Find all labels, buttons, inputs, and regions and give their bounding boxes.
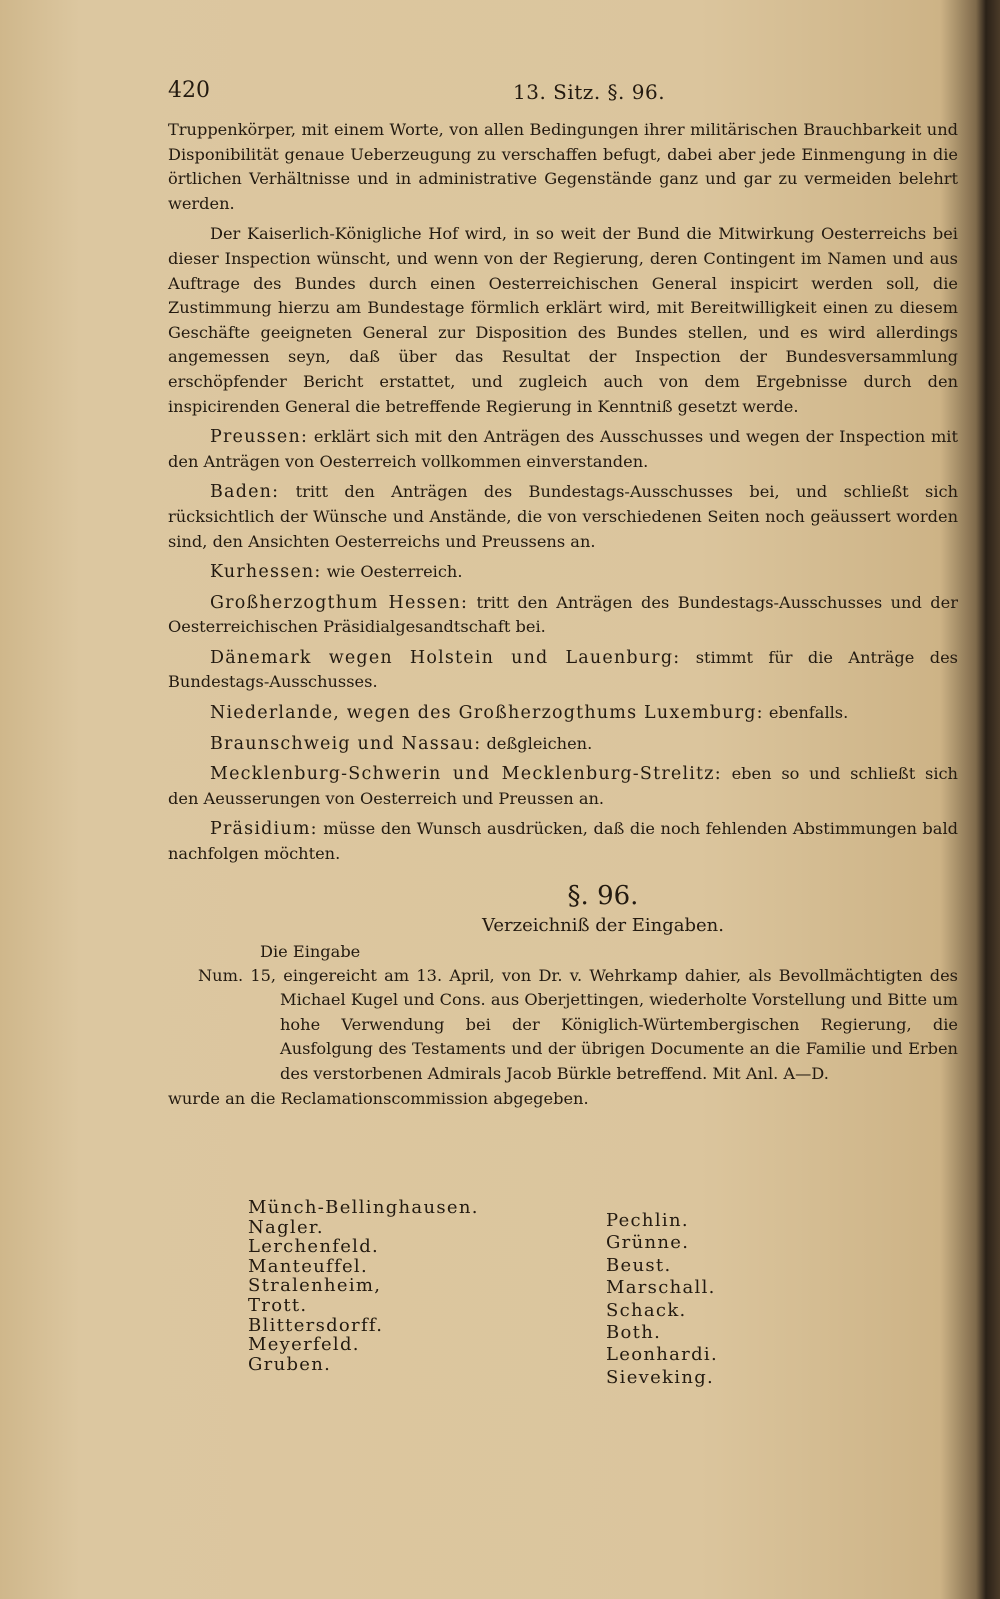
signatory-column-right — [606, 1210, 718, 1389]
signatory-name: Trott. — [248, 1294, 308, 1316]
speaker-name: Preussen: — [210, 427, 309, 448]
vote-praesidium — [168, 817, 958, 866]
speaker-name: Kurhessen: — [210, 562, 322, 583]
signatory-name: Meyerfeld. — [248, 1334, 360, 1356]
vote-text: erklärt sich mit den Anträgen des Ausschusses und wegen der Inspection mit den Anträgen von Oesterreich vollkommen einverstanden. — [168, 427, 958, 471]
vote-niederlande — [168, 701, 958, 726]
vote-text: wie Oesterreich. — [326, 562, 463, 582]
signatory-name: Nagler. — [248, 1216, 324, 1238]
vote-text: tritt den Anträgen des Bundestags-Ausschusses bei, und schließt sich rücksichtlich der Wünsche und Anstände, die von verschiedenen Seiten noch geäussert worden sind, den Ansichten Oesterreichs und Preussens an. — [168, 482, 959, 551]
section-title: Verzeichniß der Eingaben. — [482, 914, 724, 936]
signatory-name: Manteuffel. — [248, 1255, 368, 1277]
signatory-name: Blittersdorff. — [248, 1314, 384, 1336]
vote-text: eben so und schließt sich den Aeusserungen von Oesterreich und Preussen an. — [168, 764, 958, 808]
signatory-name: Marschall. — [606, 1277, 716, 1299]
signatory-name: Pechlin. — [606, 1210, 689, 1231]
eingabe-intro: Die Eingabe — [260, 941, 361, 961]
section-heading: §. 96. — [567, 880, 639, 911]
vote-text: stimmt für die Anträge des Bundestags-Ausschusses. — [168, 647, 958, 692]
paragraph-austria-court — [168, 222, 958, 419]
signatory-name: Sieveking. — [606, 1366, 715, 1388]
signatory-name: Lerchenfeld. — [248, 1236, 380, 1258]
signatory-name: Stralenheim, — [248, 1275, 382, 1297]
speaker-name: Braunschweig und Nassau: — [210, 733, 482, 754]
vote-baden — [168, 480, 958, 554]
vote-text: ebenfalls. — [768, 703, 849, 723]
signatory-name: Gruben. — [248, 1353, 332, 1375]
body-text — [168, 118, 958, 1111]
vote-text: deßgleichen. — [486, 733, 593, 753]
signatory-name: Beust. — [606, 1254, 672, 1276]
paragraph-text: Der Kaiserlich-Königliche Hof wird, in so weit der Bund die Mitwirkung Oesterreichs bei dieser Inspection wünscht, und wenn von der Regierung, deren Contingent im Namen und aus Auftrage des Bundes durch einen Oesterreichischen General inspicirt werden soll, die Zustimmung hierzu am Bundestage förmlich erklärt wird, mit Bereitwilligkeit einen zu diesem Geschäfte geeigneten General zur Disposition des Bundes stellen, und es wird allerdings angemessen seyn, daß über das Resultat der Inspection der Bundesversammlung erschöpfender Bericht erstattet, und zugleich auch von dem Ergebnisse durch den inspicirenden General die betreffende Regierung in Kenntniß gesetzt werde. — [168, 224, 958, 416]
signatory-column-left — [248, 1198, 479, 1374]
vote-braunschweig-nassau — [168, 732, 958, 757]
signatory-name: Both. — [606, 1322, 662, 1344]
speaker-name: Niederlande, wegen des Großherzogthums Luxemburg: — [210, 703, 764, 724]
petition-entry: Num. 15, eingereicht am 13. April, von Dr. v. Wehrkamp dahier, als Bevollmächtigten des Michael Kugel und Cons. aus Oberjettingen, wiederholte Vorstellung und Bitte um hohe Verwendung bei der Königlich-Würtembergischen Regierung, die Ausfolgung des Testaments und der übrigen Documente an die Familie und Erben des verstorbenen Admirals Jacob Bürkle betreffend. Mit Anl. A—D. — [198, 965, 958, 1083]
vote-text: müsse den Wunsch ausdrücken, daß die noch fehlenden Abstimmungen bald nachfolgen möchten. — [168, 819, 958, 864]
signatories — [248, 1198, 808, 1398]
vote-grossherzogthum-hessen — [168, 591, 958, 640]
petition-outcome: wurde an die Reclamationscommission abgegeben. — [168, 1088, 589, 1108]
paragraph-continuation — [168, 118, 958, 216]
running-section-ref: 13. Sitz. §. 96. — [513, 80, 666, 104]
speaker-name: Mecklenburg-Schwerin und Mecklenburg-Strelitz: — [210, 764, 722, 785]
speaker-name: Dänemark wegen Holstein und Lauenburg: — [210, 647, 681, 668]
signatory-name: Schack. — [606, 1299, 687, 1321]
signatory-name: Grünne. — [606, 1232, 690, 1254]
page-number: 420 — [168, 78, 210, 103]
speaker-name: Baden: — [210, 482, 280, 503]
speaker-name: Präsidium: — [210, 819, 318, 840]
running-head — [168, 78, 958, 108]
vote-kurhessen — [168, 560, 958, 585]
vote-daenemark — [168, 646, 958, 695]
vote-preussen — [168, 425, 958, 474]
signatory-name: Münch-Bellinghausen. — [248, 1197, 479, 1218]
vote-mecklenburg — [168, 762, 958, 811]
paragraph-text: Truppenkörper, mit einem Worte, von allen Bedingungen ihrer militärischen Brauchbarkeit und Disponibilität genaue Ueberzeugung zu verschaffen befugt, dabei aber jede Einmengung in die örtlichen Verhältnisse und in administrative Gegenstände ganz und gar zu vermeiden belehrt werden. — [168, 120, 958, 213]
speaker-name: Großherzogthum Hessen: — [210, 592, 469, 613]
signatory-name: Leonhardi. — [606, 1344, 718, 1366]
vote-text: tritt den Anträgen des Bundestags-Ausschusses und der Oesterreichischen Präsidialgesandtschaft bei. — [168, 592, 958, 637]
